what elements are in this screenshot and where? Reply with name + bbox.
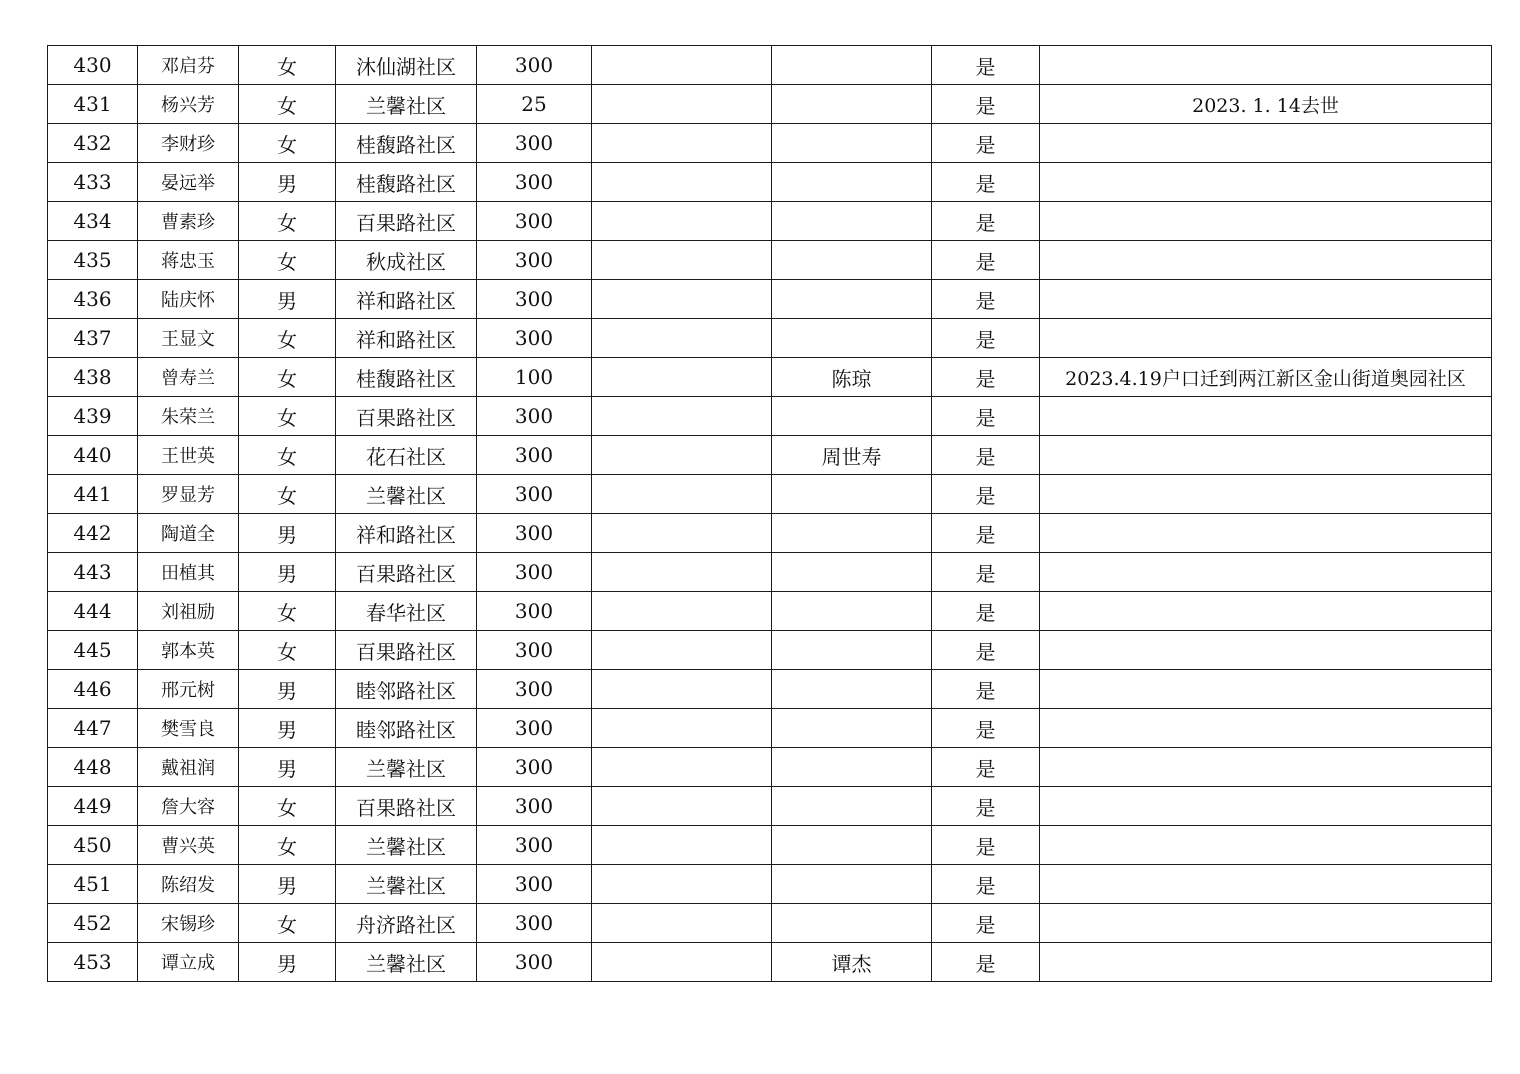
person-name: 晏远举 [138, 163, 239, 202]
person-name: 邢元树 [138, 670, 239, 709]
community-cell: 桂馥路社区 [336, 358, 477, 397]
amount-cell: 300 [477, 631, 592, 670]
community-cell: 祥和路社区 [336, 319, 477, 358]
status-cell: 是 [932, 553, 1040, 592]
table-row [48, 163, 1492, 202]
remark-cell [1040, 943, 1492, 982]
community-cell: 兰馨社区 [336, 826, 477, 865]
table-row [48, 358, 1492, 397]
status-cell: 是 [932, 163, 1040, 202]
row-number: 432 [48, 124, 138, 163]
table-row [48, 124, 1492, 163]
community-cell: 舟济路社区 [336, 904, 477, 943]
status-cell: 是 [932, 241, 1040, 280]
amount-cell: 300 [477, 514, 592, 553]
gender-cell: 男 [239, 670, 336, 709]
table-row [48, 514, 1492, 553]
remark-cell [1040, 202, 1492, 241]
guardian-cell [772, 241, 932, 280]
row-number: 434 [48, 202, 138, 241]
gender-cell: 女 [239, 46, 336, 85]
person-name: 陶道全 [138, 514, 239, 553]
remark-cell [1040, 631, 1492, 670]
gender-cell: 女 [239, 904, 336, 943]
person-name: 曾寿兰 [138, 358, 239, 397]
blank-cell [592, 865, 772, 904]
amount-cell: 300 [477, 787, 592, 826]
gender-cell: 女 [239, 475, 336, 514]
row-number: 444 [48, 592, 138, 631]
row-number: 440 [48, 436, 138, 475]
gender-cell: 女 [239, 592, 336, 631]
person-name: 李财珍 [138, 124, 239, 163]
status-cell: 是 [932, 46, 1040, 85]
community-cell: 百果路社区 [336, 787, 477, 826]
status-cell: 是 [932, 592, 1040, 631]
status-cell: 是 [932, 514, 1040, 553]
table-row [48, 943, 1492, 982]
table-row [48, 748, 1492, 787]
table-row [48, 631, 1492, 670]
blank-cell [592, 943, 772, 982]
blank-cell [592, 241, 772, 280]
amount-cell: 300 [477, 319, 592, 358]
blank-cell [592, 202, 772, 241]
blank-cell [592, 163, 772, 202]
remark-cell [1040, 826, 1492, 865]
row-number: 446 [48, 670, 138, 709]
guardian-cell [772, 85, 932, 124]
amount-cell: 300 [477, 553, 592, 592]
person-name: 戴祖润 [138, 748, 239, 787]
remark-cell [1040, 592, 1492, 631]
gender-cell: 女 [239, 202, 336, 241]
row-number: 451 [48, 865, 138, 904]
table-row [48, 904, 1492, 943]
amount-cell: 300 [477, 943, 592, 982]
amount-cell: 300 [477, 670, 592, 709]
status-cell: 是 [932, 85, 1040, 124]
amount-cell: 300 [477, 904, 592, 943]
person-name: 杨兴芳 [138, 85, 239, 124]
gender-cell: 女 [239, 319, 336, 358]
community-cell: 桂馥路社区 [336, 124, 477, 163]
remark-cell [1040, 397, 1492, 436]
person-name: 曹兴英 [138, 826, 239, 865]
status-cell: 是 [932, 358, 1040, 397]
amount-cell: 300 [477, 241, 592, 280]
blank-cell [592, 475, 772, 514]
status-cell: 是 [932, 124, 1040, 163]
person-name: 郭本英 [138, 631, 239, 670]
community-cell: 兰馨社区 [336, 85, 477, 124]
blank-cell [592, 124, 772, 163]
row-number: 447 [48, 709, 138, 748]
table-row [48, 787, 1492, 826]
blank-cell [592, 787, 772, 826]
row-number: 449 [48, 787, 138, 826]
status-cell: 是 [932, 865, 1040, 904]
table-row [48, 46, 1492, 85]
roster-table [47, 45, 1492, 982]
row-number: 441 [48, 475, 138, 514]
blank-cell [592, 748, 772, 787]
remark-cell [1040, 46, 1492, 85]
gender-cell: 女 [239, 358, 336, 397]
community-cell: 沐仙湖社区 [336, 46, 477, 85]
person-name: 邓启芬 [138, 46, 239, 85]
status-cell: 是 [932, 280, 1040, 319]
guardian-cell [772, 826, 932, 865]
community-cell: 祥和路社区 [336, 280, 477, 319]
remark-cell [1040, 748, 1492, 787]
gender-cell: 男 [239, 748, 336, 787]
amount-cell: 300 [477, 436, 592, 475]
blank-cell [592, 631, 772, 670]
gender-cell: 女 [239, 85, 336, 124]
row-number: 445 [48, 631, 138, 670]
guardian-cell [772, 319, 932, 358]
person-name: 谭立成 [138, 943, 239, 982]
remark-cell [1040, 436, 1492, 475]
guardian-cell: 陈琼 [772, 358, 932, 397]
row-number: 433 [48, 163, 138, 202]
guardian-cell [772, 46, 932, 85]
person-name: 罗显芳 [138, 475, 239, 514]
status-cell: 是 [932, 475, 1040, 514]
guardian-cell [772, 163, 932, 202]
gender-cell: 男 [239, 709, 336, 748]
guardian-cell [772, 280, 932, 319]
blank-cell [592, 514, 772, 553]
status-cell: 是 [932, 670, 1040, 709]
person-name: 田植其 [138, 553, 239, 592]
guardian-cell [772, 592, 932, 631]
row-number: 435 [48, 241, 138, 280]
amount-cell: 25 [477, 85, 592, 124]
guardian-cell: 周世寿 [772, 436, 932, 475]
guardian-cell [772, 865, 932, 904]
row-number: 436 [48, 280, 138, 319]
table-row [48, 553, 1492, 592]
community-cell: 春华社区 [336, 592, 477, 631]
person-name: 曹素珍 [138, 202, 239, 241]
amount-cell: 300 [477, 280, 592, 319]
amount-cell: 300 [477, 748, 592, 787]
table-row [48, 475, 1492, 514]
table-row [48, 202, 1492, 241]
remark-cell [1040, 787, 1492, 826]
gender-cell: 男 [239, 514, 336, 553]
blank-cell [592, 358, 772, 397]
community-cell: 睦邻路社区 [336, 670, 477, 709]
row-number: 439 [48, 397, 138, 436]
status-cell: 是 [932, 202, 1040, 241]
person-name: 蒋忠玉 [138, 241, 239, 280]
person-name: 宋锡珍 [138, 904, 239, 943]
community-cell: 兰馨社区 [336, 943, 477, 982]
row-number: 431 [48, 85, 138, 124]
remark-cell [1040, 670, 1492, 709]
blank-cell [592, 826, 772, 865]
guardian-cell [772, 904, 932, 943]
remark-cell [1040, 514, 1492, 553]
person-name: 王世英 [138, 436, 239, 475]
blank-cell [592, 670, 772, 709]
status-cell: 是 [932, 709, 1040, 748]
gender-cell: 女 [239, 631, 336, 670]
amount-cell: 300 [477, 46, 592, 85]
blank-cell [592, 46, 772, 85]
guardian-cell [772, 514, 932, 553]
person-name: 陆庆怀 [138, 280, 239, 319]
community-cell: 百果路社区 [336, 553, 477, 592]
guardian-cell [772, 124, 932, 163]
row-number: 448 [48, 748, 138, 787]
status-cell: 是 [932, 748, 1040, 787]
community-cell: 花石社区 [336, 436, 477, 475]
row-number: 452 [48, 904, 138, 943]
community-cell: 百果路社区 [336, 397, 477, 436]
table-row [48, 865, 1492, 904]
status-cell: 是 [932, 787, 1040, 826]
table-row [48, 241, 1492, 280]
person-name: 刘祖励 [138, 592, 239, 631]
status-cell: 是 [932, 826, 1040, 865]
gender-cell: 男 [239, 163, 336, 202]
row-number: 430 [48, 46, 138, 85]
remark-cell [1040, 280, 1492, 319]
community-cell: 百果路社区 [336, 631, 477, 670]
person-name: 樊雪良 [138, 709, 239, 748]
guardian-cell [772, 787, 932, 826]
status-cell: 是 [932, 319, 1040, 358]
blank-cell [592, 85, 772, 124]
guardian-cell [772, 748, 932, 787]
remark-cell [1040, 553, 1492, 592]
blank-cell [592, 553, 772, 592]
remark-cell: 2023.4.19户口迁到两江新区金山街道奥园社区 [1040, 358, 1492, 397]
remark-cell [1040, 319, 1492, 358]
amount-cell: 100 [477, 358, 592, 397]
gender-cell: 男 [239, 280, 336, 319]
document-page [47, 45, 1491, 982]
blank-cell [592, 280, 772, 319]
amount-cell: 300 [477, 475, 592, 514]
row-number: 442 [48, 514, 138, 553]
blank-cell [592, 397, 772, 436]
status-cell: 是 [932, 397, 1040, 436]
remark-cell [1040, 865, 1492, 904]
amount-cell: 300 [477, 826, 592, 865]
blank-cell [592, 592, 772, 631]
gender-cell: 女 [239, 397, 336, 436]
amount-cell: 300 [477, 163, 592, 202]
amount-cell: 300 [477, 865, 592, 904]
roster-body [48, 46, 1492, 982]
guardian-cell [772, 397, 932, 436]
gender-cell: 女 [239, 787, 336, 826]
row-number: 450 [48, 826, 138, 865]
gender-cell: 女 [239, 124, 336, 163]
status-cell: 是 [932, 436, 1040, 475]
row-number: 438 [48, 358, 138, 397]
gender-cell: 男 [239, 943, 336, 982]
status-cell: 是 [932, 631, 1040, 670]
guardian-cell [772, 709, 932, 748]
community-cell: 祥和路社区 [336, 514, 477, 553]
table-row [48, 85, 1492, 124]
person-name: 詹大容 [138, 787, 239, 826]
remark-cell [1040, 709, 1492, 748]
remark-cell [1040, 904, 1492, 943]
remark-cell [1040, 124, 1492, 163]
guardian-cell [772, 475, 932, 514]
table-row [48, 280, 1492, 319]
remark-cell [1040, 241, 1492, 280]
gender-cell: 女 [239, 436, 336, 475]
row-number: 443 [48, 553, 138, 592]
amount-cell: 300 [477, 124, 592, 163]
blank-cell [592, 436, 772, 475]
table-row [48, 397, 1492, 436]
status-cell: 是 [932, 943, 1040, 982]
gender-cell: 女 [239, 826, 336, 865]
amount-cell: 300 [477, 592, 592, 631]
community-cell: 睦邻路社区 [336, 709, 477, 748]
amount-cell: 300 [477, 397, 592, 436]
gender-cell: 男 [239, 865, 336, 904]
table-row [48, 826, 1492, 865]
gender-cell: 男 [239, 553, 336, 592]
row-number: 437 [48, 319, 138, 358]
blank-cell [592, 709, 772, 748]
table-row [48, 592, 1492, 631]
remark-cell: 2023. 1. 14去世 [1040, 85, 1492, 124]
remark-cell [1040, 475, 1492, 514]
table-row [48, 319, 1492, 358]
blank-cell [592, 904, 772, 943]
table-row [48, 709, 1492, 748]
amount-cell: 300 [477, 709, 592, 748]
person-name: 王显文 [138, 319, 239, 358]
guardian-cell [772, 553, 932, 592]
guardian-cell [772, 670, 932, 709]
community-cell: 百果路社区 [336, 202, 477, 241]
community-cell: 兰馨社区 [336, 475, 477, 514]
community-cell: 兰馨社区 [336, 865, 477, 904]
table-row [48, 436, 1492, 475]
community-cell: 桂馥路社区 [336, 163, 477, 202]
status-cell: 是 [932, 904, 1040, 943]
guardian-cell [772, 631, 932, 670]
amount-cell: 300 [477, 202, 592, 241]
person-name: 朱荣兰 [138, 397, 239, 436]
blank-cell [592, 319, 772, 358]
guardian-cell: 谭杰 [772, 943, 932, 982]
community-cell: 兰馨社区 [336, 748, 477, 787]
community-cell: 秋成社区 [336, 241, 477, 280]
gender-cell: 女 [239, 241, 336, 280]
row-number: 453 [48, 943, 138, 982]
person-name: 陈绍发 [138, 865, 239, 904]
remark-cell [1040, 163, 1492, 202]
guardian-cell [772, 202, 932, 241]
table-row [48, 670, 1492, 709]
